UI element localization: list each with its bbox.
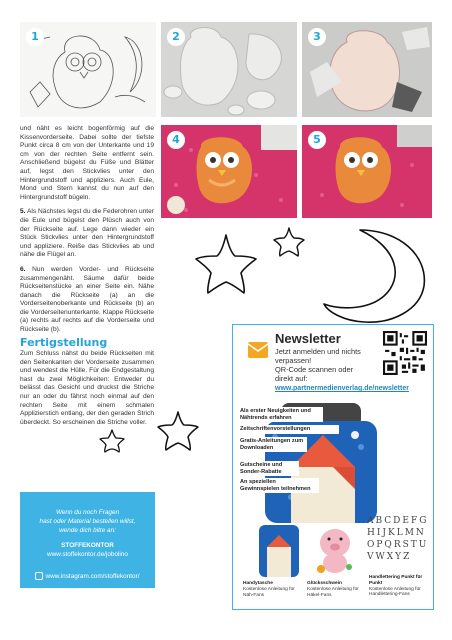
benefit-item-2: Zeitschriftenvorstellungen — [237, 425, 339, 434]
step-photo-1 — [20, 22, 156, 117]
contact-website-link[interactable]: www.stoffekontor.de/jobolino — [47, 551, 128, 558]
thumb-handytasche-image — [255, 519, 303, 577]
step-photo-4 — [161, 125, 297, 218]
qr-code-image[interactable] — [383, 331, 427, 375]
thumb-caption-handlettering[interactable] — [369, 575, 429, 598]
benefit-item-4: Gutscheine und Sonder-Rabatte — [237, 461, 299, 476]
instagram-url: www.instagram.com/stoffekontor/ — [45, 573, 140, 580]
contact-intro-3: wende dich bitte an: — [59, 527, 116, 534]
section-heading-fertigstellung: Fertigstellung — [20, 336, 108, 349]
step-number-5: 5 — [308, 131, 326, 149]
contact-info-box — [20, 492, 155, 588]
instruction-paragraph-6 — [20, 266, 154, 335]
newsletter-ad — [232, 324, 434, 610]
instruction-paragraph-1: und näht es leicht bogenförmig auf die Kissenvorderseite. Dabei sollte der tiefste Punkt circa 8 cm von der Unterkante und 19 cm von der rechten Seite entfernt sein. Anschließend bügelst du Füße und Blätter auf, legst den Stickvlies unter den Hintergrundstoff und appliziers. Auch Eule, Mond und Stern kannst du nun auf den Hintergrundstoff bügeln. — [20, 125, 154, 201]
thumb-title-handytasche: Handytasche — [243, 581, 273, 586]
step-label-5: 5. — [20, 208, 26, 216]
thumb-caption-handytasche[interactable] — [243, 581, 301, 598]
step-number-2: 2 — [167, 28, 185, 46]
instagram-icon — [35, 572, 43, 580]
contact-intro-2: hast oder Material bestellen willst, — [39, 518, 136, 525]
thumb-title-handlettering: Handlettering Punkt für Punkt — [369, 575, 423, 586]
envelope-icon — [247, 341, 269, 359]
newsletter-sub-1: Jetzt anmelden und nichts — [275, 347, 361, 356]
benefit-item-5: An speziellen Gewinnspielen teilnehmen — [237, 478, 319, 493]
star-outline-small — [272, 226, 306, 258]
contact-intro-1: Wenn du noch Fragen — [55, 509, 120, 516]
contact-instagram-link[interactable] — [20, 572, 155, 581]
star-outline-large — [192, 232, 260, 296]
star-outline-medium — [156, 410, 200, 452]
thumb-sub-handytasche: Kostenlose Anleitung für Näh-Fans — [243, 586, 295, 598]
newsletter-sub-3: QR-Code scannen oder — [275, 365, 354, 374]
instructions-column — [20, 125, 154, 341]
thumb-sub-gluecksschwein: Kostenlose Anleitung für Häkel-Fans — [307, 586, 359, 598]
thumb-title-gluecksschwein: Glücksschwein — [307, 581, 342, 586]
benefit-item-3: Gratis-Anleitungen zum Downloaden — [237, 437, 307, 452]
step-label-6: 6. — [20, 265, 26, 273]
step-number-4: 4 — [167, 131, 185, 149]
newsletter-link[interactable]: www.partnermedienverlag.de/newsletter — [275, 385, 409, 392]
thumb-gluecksschwein-image — [309, 519, 361, 577]
step-text-5: Als Nächstes legst du die Federohren unter die Eule und bügelst den Plüsch auch von der Rückseite auf. Lege dann wieder ein Stück Stickvlies unter den Hintergrundstoff und appliziere. Reiße das Stickvlies ab und nähe die Flügel an. — [20, 208, 154, 259]
newsletter-sub-2: verpassen! — [275, 356, 312, 365]
thumb-sub-handlettering: Kostenlose Anleitung für Handlettering-Fans — [369, 586, 421, 598]
thumb-caption-gluecksschwein[interactable] — [307, 581, 365, 598]
thumb-lettering-image: ABCDEFGHIJKLMNOPQRSTUVWXYZ — [367, 516, 429, 562]
instruction-paragraph-5 — [20, 208, 154, 260]
finishing-paragraph — [20, 350, 154, 433]
moon-outline — [320, 226, 432, 326]
step-text-6: Nun werden Vorder- und Rückseite zusammengenäht. Säume dafür beide Rückseitenstücke an einer Seite ein. Nähe danach die Rückseite (a) an die Vorderseitenoberkante und Rückseite (b) an die Vorderseitenunterkante. Klappe Rückseite (a) rechts auf rechts auf die Vorderseite und Rückseite (b). — [20, 265, 154, 334]
contact-company: STOFFEKONTOR — [61, 542, 114, 549]
newsletter-title: Newsletter — [275, 331, 341, 346]
step-photo-3 — [302, 22, 432, 117]
step-number-1: 1 — [26, 28, 44, 46]
newsletter-sub-4: direkt auf: — [275, 374, 308, 383]
step-photo-2 — [161, 22, 297, 117]
star-outline-tiny — [98, 428, 126, 454]
finishing-text: Zum Schluss nähst du beide Rückseiten mit den Seitenkanten der Vorderseite zusammen und wendest die Hülle. Für die Endgestaltung hast du zwei Möglichkeiten: Entweder du belässt das Gesicht und druckst die Striche nur an oder du fährst noch einmal auf den rechten Seite mit einem schmalen Applizierstich entlang, der den geraden Strich überdeckt. So erscheinen die Striche voller. — [20, 350, 154, 426]
benefit-item-1: Als erster Neuigkeiten und Nähtrends erfahren — [237, 407, 323, 422]
step-photo-5 — [302, 125, 432, 218]
step-number-3: 3 — [308, 28, 326, 46]
